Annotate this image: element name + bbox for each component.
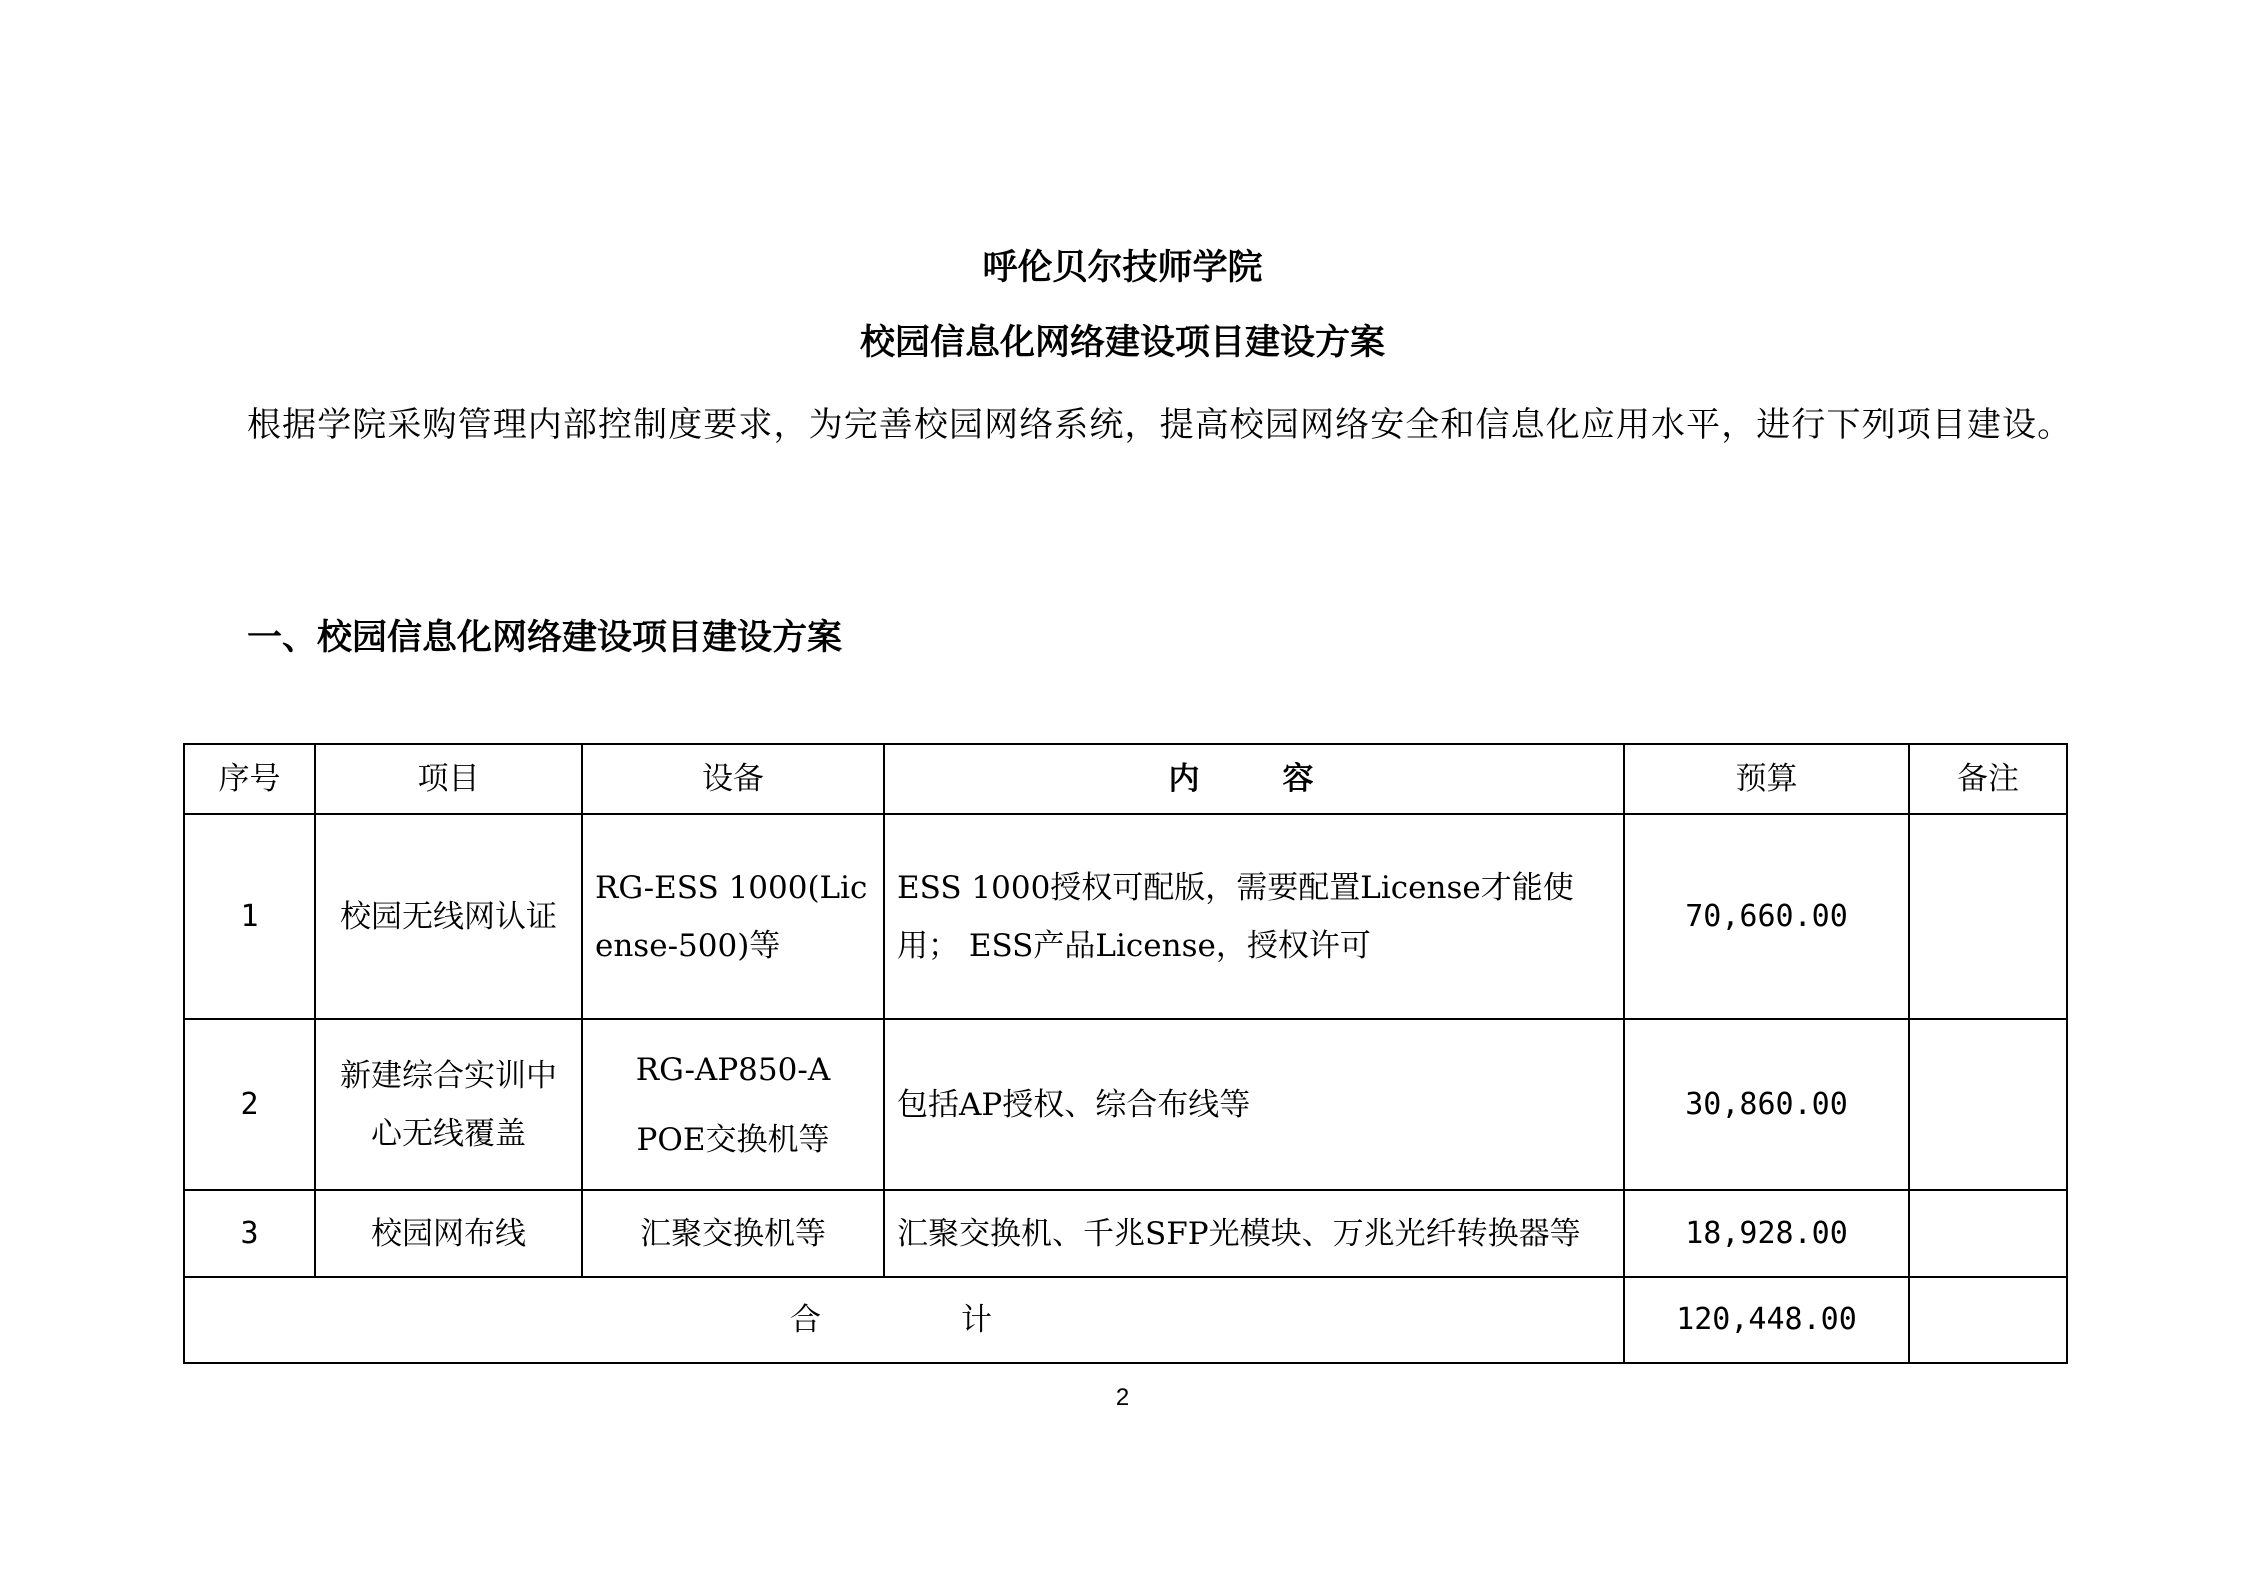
section-heading: 一、校园信息化网络建设项目建设方案 bbox=[247, 617, 843, 658]
total-label: 合 计 bbox=[184, 1277, 1624, 1363]
document-title: 校园信息化网络建设项目建设方案 bbox=[859, 322, 1385, 363]
header-content: 内 容 bbox=[884, 744, 1624, 814]
row-remark bbox=[1909, 1190, 2067, 1277]
row-equipment-line: RG-AP850-A bbox=[635, 1051, 831, 1088]
row-seq: 2 bbox=[184, 1019, 315, 1190]
row-budget: 70,660.00 bbox=[1624, 814, 1909, 1019]
total-budget: 120,448.00 bbox=[1624, 1277, 1909, 1363]
row-seq: 1 bbox=[184, 814, 315, 1019]
table-row bbox=[184, 814, 2067, 1019]
row-budget: 30,860.00 bbox=[1624, 1019, 1909, 1190]
row-content: ESS 1000授权可配版，需要配置License才能使用； ESS产品License，授权许可 bbox=[884, 814, 1624, 1019]
row-remark bbox=[1909, 814, 2067, 1019]
row-equipment: 汇聚交换机等 bbox=[582, 1190, 884, 1277]
header-budget: 预算 bbox=[1624, 744, 1909, 814]
row-remark bbox=[1909, 1019, 2067, 1190]
total-remark bbox=[1909, 1277, 2067, 1363]
table-total-row bbox=[184, 1277, 2067, 1363]
row-seq: 3 bbox=[184, 1190, 315, 1277]
row-item: 校园网布线 bbox=[315, 1190, 582, 1277]
table-row bbox=[184, 1019, 2067, 1190]
row-equipment: RG-ESS 1000(License-500)等 bbox=[582, 814, 884, 1019]
intro-paragraph: 根据学院采购管理内部控制度要求，为完善校园网络系统，提高校园网络安全和信息化应用水平，进行下列项目建设。 bbox=[247, 405, 2073, 445]
table-header-row bbox=[184, 744, 2067, 814]
header-item: 项目 bbox=[315, 744, 582, 814]
row-item: 校园无线网认证 bbox=[315, 814, 582, 1019]
row-equipment-line: POE交换机等 bbox=[636, 1121, 830, 1158]
header-seq: 序号 bbox=[184, 744, 315, 814]
table-row bbox=[184, 1190, 2067, 1277]
page-number: 2 bbox=[1115, 1384, 1130, 1411]
row-equipment bbox=[582, 1019, 884, 1190]
row-budget: 18,928.00 bbox=[1624, 1190, 1909, 1277]
header-equipment: 设备 bbox=[582, 744, 884, 814]
header-remark: 备注 bbox=[1909, 744, 2067, 814]
row-content: 汇聚交换机、千兆SFP光模块、万兆光纤转换器等 bbox=[884, 1190, 1624, 1277]
org-name: 呼伦贝尔技师学院 bbox=[982, 247, 1263, 288]
budget-table bbox=[183, 743, 2068, 1364]
row-content: 包括AP授权、综合布线等 bbox=[884, 1019, 1624, 1190]
row-item: 新建综合实训中心无线覆盖 bbox=[315, 1019, 582, 1190]
